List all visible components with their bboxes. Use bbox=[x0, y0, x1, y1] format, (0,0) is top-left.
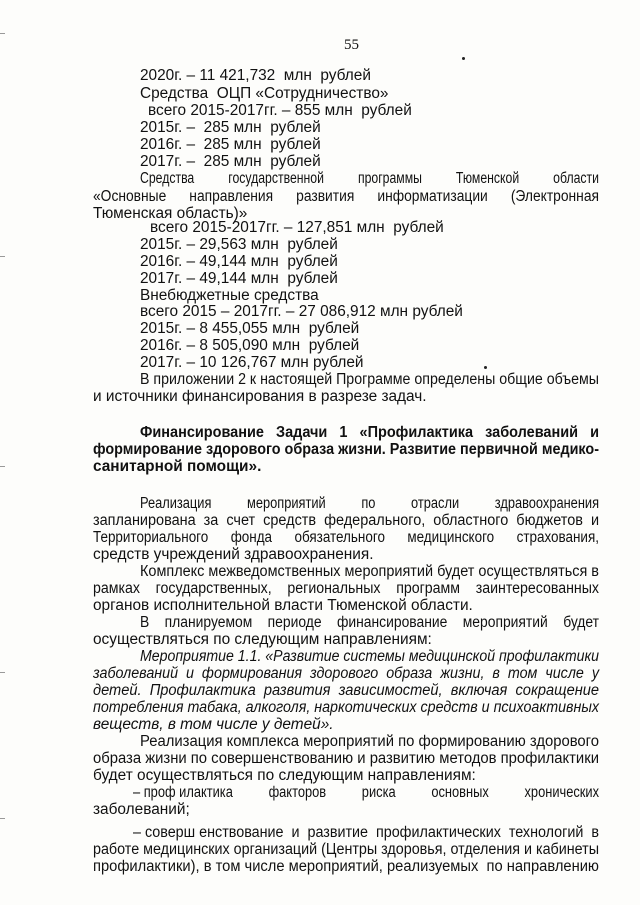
text-line: 2020г. – 11 421,732 млн рублей bbox=[140, 67, 371, 84]
text-line: веществ, в том числе у детей». bbox=[93, 716, 334, 733]
text-line: 2016г. – 8 505,090 млн рублей bbox=[140, 337, 360, 354]
text-line: «Основные направления развития информатизации (Электронная bbox=[93, 188, 599, 205]
text-line: потребления табака, алкоголя, наркотических средств и психоактивных bbox=[93, 699, 599, 716]
text-line: рамках государственных, региональных программ заинтересованных bbox=[93, 580, 599, 597]
stray-mark bbox=[484, 366, 487, 369]
text-line: и источники финансирования в разрезе задач. bbox=[93, 388, 427, 405]
text-line: 2015г. – 29,563 млн рублей bbox=[140, 236, 338, 253]
text-line: В приложении 2 к настоящей Программе определены общие объемы bbox=[140, 371, 600, 388]
text-line: Реализация мероприятий по отрасли здравоохранения bbox=[140, 495, 600, 512]
stray-mark bbox=[462, 57, 465, 60]
text-line: всего 2015-2017гг. – 127,851 млн рублей bbox=[150, 219, 444, 236]
text-line: 2015г. – 285 млн рублей bbox=[140, 119, 321, 136]
text-line: детей. Профилактика развития зависимостей, включая сокращение bbox=[93, 682, 600, 699]
text-line: Комплекс межведомственных мероприятий будет осуществляться в bbox=[140, 563, 599, 580]
margin-tick bbox=[0, 466, 5, 467]
text-line: Мероприятие 1.1. «Развитие системы медицинской профилактики bbox=[140, 648, 599, 665]
text-line: Средства государственной программы Тюменской области bbox=[140, 170, 599, 187]
text-line: осуществляться по следующим направлениям: bbox=[93, 631, 432, 648]
text-line: Средства ОЦП «Сотрудничество» bbox=[140, 85, 389, 102]
margin-tick bbox=[0, 256, 5, 257]
margin-tick bbox=[0, 818, 5, 819]
text-line: – проф илактика факторов риска основных хронических bbox=[133, 784, 600, 801]
text-line: органов исполнительной власти Тюменской области. bbox=[93, 597, 473, 614]
text-line: всего 2015-2017гг. – 855 млн рублей bbox=[148, 102, 412, 119]
text-line: средств учреждений здравоохранения. bbox=[93, 546, 374, 563]
text-line: 2017г. – 10 126,767 млн рублей bbox=[140, 354, 364, 371]
text-line: образа жизни по совершенствованию и развитию методов профилактики bbox=[93, 750, 599, 767]
text-line: Территориального фонда обязательного медицинского страхования, bbox=[93, 529, 599, 546]
text-line: Внебюджетные средства bbox=[140, 287, 319, 304]
text-line: 2016г. – 49,144 млн рублей bbox=[140, 253, 338, 270]
text-line: будет осуществляться по следующим направлениям: bbox=[93, 767, 476, 784]
text-line: работе медицинских организаций (Центры здоровья, отделения и кабинеты bbox=[93, 841, 600, 858]
page-number: 55 bbox=[344, 37, 359, 53]
text-line: – соверш енствование и развитие профилактических технологий в bbox=[133, 824, 599, 841]
text-line: 2017г. – 285 млн рублей bbox=[140, 153, 321, 170]
text-line: всего 2015 – 2017гг. – 27 086,912 млн рублей bbox=[140, 303, 463, 320]
text-line: формирование здорового образа жизни. Развитие первичной медико- bbox=[93, 441, 599, 458]
text-line: запланирована за счет средств федерального, областного бюджетов и bbox=[93, 512, 600, 529]
text-line: профилактики), в том числе мероприятий, реализуемых по направлению bbox=[93, 858, 599, 875]
margin-tick bbox=[0, 33, 5, 34]
text-line: Тюменская область)» bbox=[93, 205, 248, 222]
text-line: 2017г. – 49,144 млн рублей bbox=[140, 270, 338, 287]
text-line: 2016г. – 285 млн рублей bbox=[140, 136, 321, 153]
text-line: Финансирование Задачи 1 «Профилактика заболеваний и bbox=[140, 424, 599, 441]
margin-tick bbox=[0, 672, 5, 673]
text-line: Реализация комплекса мероприятий по формированию здорового bbox=[140, 733, 600, 750]
text-line: В планируемом периоде финансирование мероприятий будет bbox=[140, 614, 600, 631]
text-line: заболеваний; bbox=[93, 801, 190, 818]
text-line: заболеваний и формирования здорового образа жизни, в том числе у bbox=[93, 665, 599, 682]
text-line: санитарной помощи». bbox=[93, 458, 262, 475]
text-line: 2015г. – 8 455,055 млн рублей bbox=[140, 320, 360, 337]
